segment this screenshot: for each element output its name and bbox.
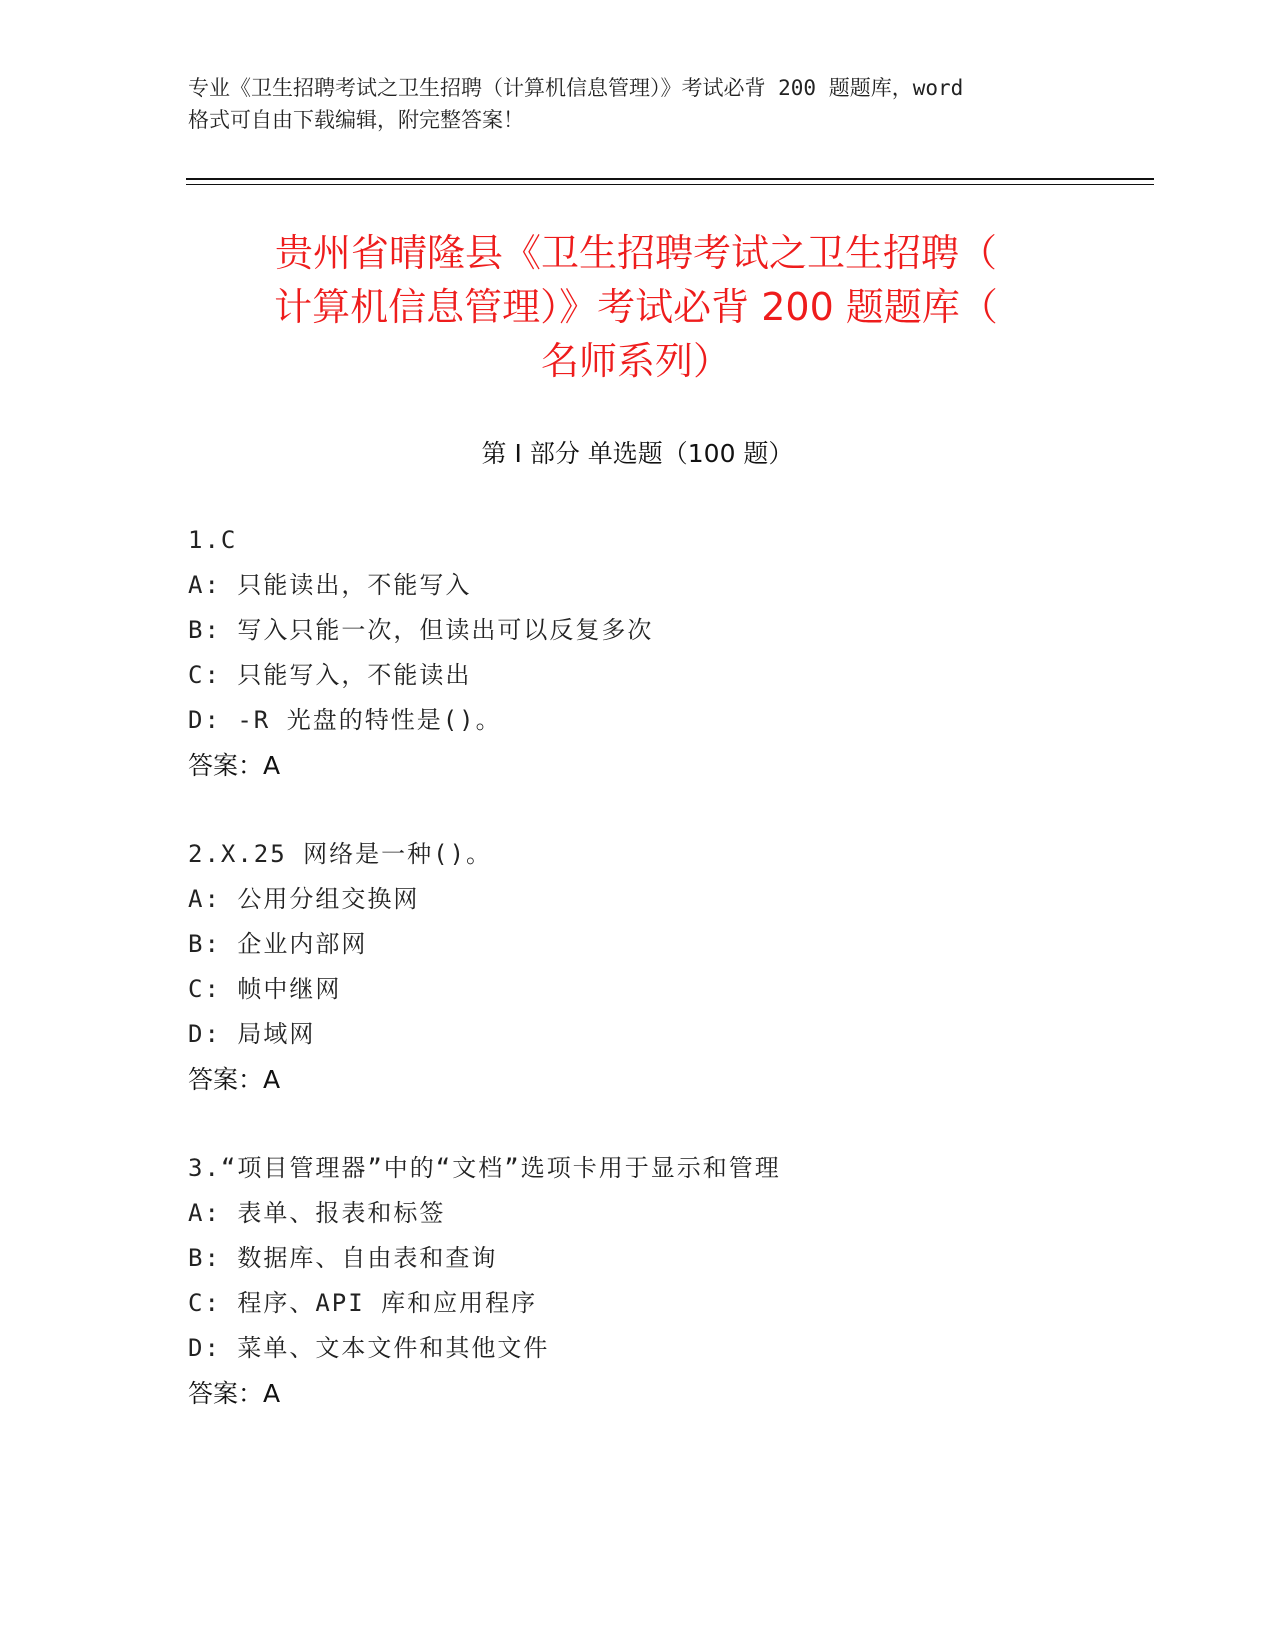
option-c: C: 只能写入，不能读出 (188, 661, 472, 689)
answer-label: 答案：A (188, 1065, 281, 1094)
option-b: B: 企业内部网 (188, 930, 368, 958)
header-note (188, 72, 1088, 136)
option-b: B: 写入只能一次，但读出可以反复多次 (188, 616, 654, 644)
document-title (186, 226, 1086, 388)
option-b: B: 数据库、自由表和查询 (188, 1244, 498, 1272)
header-note-line-2: 格式可自由下载编辑，附完整答案！ (188, 108, 524, 132)
title-line-2: 计算机信息管理）》考试必背 200 题题库（ (274, 285, 998, 329)
question-stem: 1.C (188, 526, 238, 554)
question-2 (188, 832, 1088, 1102)
option-d: D: -R 光盘的特性是()。 (188, 706, 502, 734)
header-note-line-1: 专业《卫生招聘考试之卫生招聘（计算机信息管理）》考试必背 200 题题库，word (188, 76, 964, 100)
question-1 (188, 518, 1088, 788)
title-line-1: 贵州省晴隆县《卫生招聘考试之卫生招聘（ (274, 231, 997, 275)
option-d: D: 菜单、文本文件和其他文件 (188, 1334, 550, 1362)
section-heading: 第 I 部分 单选题（100 题） (481, 439, 794, 468)
question-stem: 2.X.25 网络是一种()。 (188, 840, 493, 868)
option-c: C: 帧中继网 (188, 975, 342, 1003)
option-a: A: 只能读出，不能写入 (188, 571, 472, 599)
header-divider-thick (186, 178, 1154, 180)
header-divider-thin (186, 184, 1154, 185)
option-a: A: 表单、报表和标签 (188, 1199, 446, 1227)
option-a: A: 公用分组交换网 (188, 885, 420, 913)
question-stem: 3.“项目管理器”中的“文档”选项卡用于显示和管理 (188, 1154, 781, 1182)
question-3 (188, 1146, 1088, 1416)
title-line-3: 名师系列） (540, 339, 731, 383)
option-d: D: 局域网 (188, 1020, 316, 1048)
option-c: C: 程序、API 库和应用程序 (188, 1289, 538, 1317)
answer-label: 答案：A (188, 751, 281, 780)
answer-label: 答案：A (188, 1379, 281, 1408)
